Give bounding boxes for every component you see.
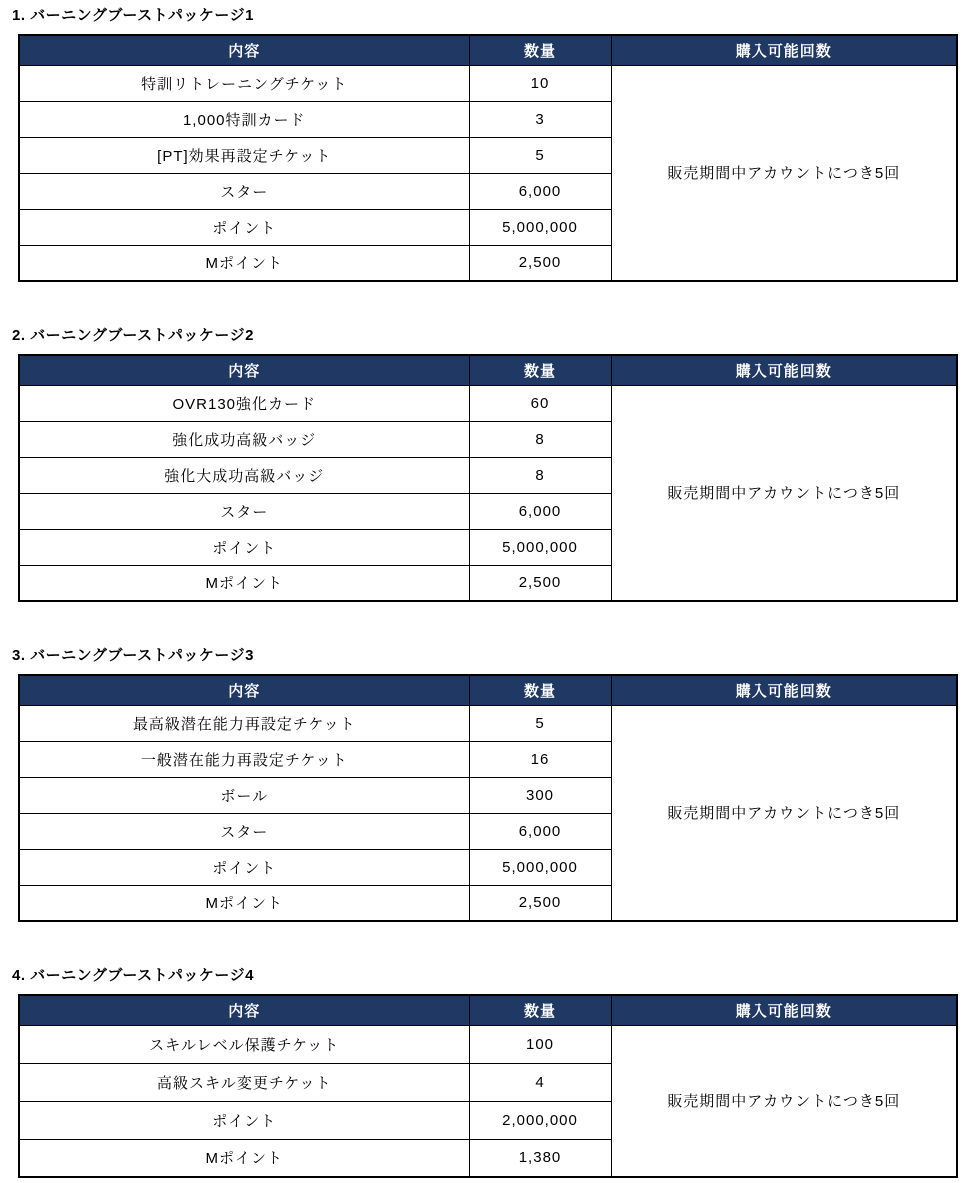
item-qty-cell: 1,380 (469, 1139, 611, 1177)
table-header (19, 35, 957, 65)
item-qty-cell: 300 (469, 777, 611, 813)
item-qty-cell: 5 (469, 705, 611, 741)
header-row (19, 995, 957, 1025)
package-title: 2. バーニングブーストパッケージ2 (12, 327, 254, 344)
header-content: 内容 (19, 995, 469, 1025)
item-qty-cell: 5,000,000 (469, 209, 611, 245)
header-quantity: 数量 (469, 675, 611, 705)
item-name-cell: 最高級潜在能力再設定チケット (19, 705, 469, 741)
item-name-cell: スター (19, 493, 469, 529)
table-header (19, 355, 957, 385)
header-row (19, 355, 957, 385)
header-content: 内容 (19, 35, 469, 65)
header-purchase-limit: 購入可能回数 (611, 35, 957, 65)
header-row (19, 675, 957, 705)
item-name-cell: ポイント (19, 849, 469, 885)
header-content: 内容 (19, 675, 469, 705)
header-quantity: 数量 (469, 355, 611, 385)
item-qty-cell: 10 (469, 65, 611, 101)
item-qty-cell: 6,000 (469, 173, 611, 209)
item-name-cell: スキルレベル保護チケット (19, 1025, 469, 1063)
item-qty-cell: 6,000 (469, 493, 611, 529)
package-table-2 (18, 354, 958, 602)
item-name-cell: スター (19, 813, 469, 849)
item-qty-cell: 5,000,000 (469, 529, 611, 565)
table-body (19, 65, 957, 281)
package-table-1 (18, 34, 958, 282)
item-qty-cell: 4 (469, 1063, 611, 1101)
purchase-limit-cell: 販売期間中アカウントにつき5回 (611, 385, 957, 601)
package-title: 3. バーニングブーストパッケージ3 (12, 647, 254, 664)
item-name-cell: ポイント (19, 1101, 469, 1139)
item-name-cell: OVR130強化カード (19, 385, 469, 421)
item-name-cell: 一般潜在能力再設定チケット (19, 741, 469, 777)
header-quantity: 数量 (469, 995, 611, 1025)
item-name-cell: Mポイント (19, 565, 469, 601)
package-section-1 (12, 6, 956, 282)
item-qty-cell: 6,000 (469, 813, 611, 849)
table-body (19, 1025, 957, 1177)
header-row (19, 35, 957, 65)
item-qty-cell: 60 (469, 385, 611, 421)
item-qty-cell: 100 (469, 1025, 611, 1063)
item-name-cell: Mポイント (19, 1139, 469, 1177)
purchase-limit-cell: 販売期間中アカウントにつき5回 (611, 1025, 957, 1177)
item-name-cell: [PT]効果再設定チケット (19, 137, 469, 173)
package-table-4 (18, 994, 958, 1178)
item-name-cell: ポイント (19, 529, 469, 565)
header-purchase-limit: 購入可能回数 (611, 675, 957, 705)
item-name-cell: 1,000特訓カード (19, 101, 469, 137)
item-qty-cell: 3 (469, 101, 611, 137)
item-qty-cell: 2,500 (469, 885, 611, 921)
table-row (19, 385, 957, 421)
table-header (19, 675, 957, 705)
item-name-cell: 強化大成功高級バッジ (19, 457, 469, 493)
item-name-cell: ポイント (19, 209, 469, 245)
table-header (19, 995, 957, 1025)
item-qty-cell: 8 (469, 457, 611, 493)
header-purchase-limit: 購入可能回数 (611, 995, 957, 1025)
package-title: 1. バーニングブーストパッケージ1 (12, 7, 254, 24)
header-purchase-limit: 購入可能回数 (611, 355, 957, 385)
package-title: 4. バーニングブーストパッケージ4 (12, 967, 254, 984)
header-quantity: 数量 (469, 35, 611, 65)
item-qty-cell: 2,000,000 (469, 1101, 611, 1139)
item-qty-cell: 2,500 (469, 245, 611, 281)
package-section-4 (12, 966, 956, 1178)
table-row (19, 65, 957, 101)
header-content: 内容 (19, 355, 469, 385)
item-name-cell: 特訓リトレーニングチケット (19, 65, 469, 101)
package-section-2 (12, 326, 956, 602)
table-body (19, 385, 957, 601)
item-qty-cell: 8 (469, 421, 611, 457)
package-table-3 (18, 674, 958, 922)
item-qty-cell: 5 (469, 137, 611, 173)
table-body (19, 705, 957, 921)
item-qty-cell: 16 (469, 741, 611, 777)
item-qty-cell: 5,000,000 (469, 849, 611, 885)
item-name-cell: 強化成功高級バッジ (19, 421, 469, 457)
item-name-cell: Mポイント (19, 245, 469, 281)
item-name-cell: 高級スキル変更チケット (19, 1063, 469, 1101)
purchase-limit-cell: 販売期間中アカウントにつき5回 (611, 705, 957, 921)
item-name-cell: ボール (19, 777, 469, 813)
purchase-limit-cell: 販売期間中アカウントにつき5回 (611, 65, 957, 281)
table-row (19, 1025, 957, 1063)
table-row (19, 705, 957, 741)
package-section-3 (12, 646, 956, 922)
item-name-cell: スター (19, 173, 469, 209)
item-name-cell: Mポイント (19, 885, 469, 921)
item-qty-cell: 2,500 (469, 565, 611, 601)
